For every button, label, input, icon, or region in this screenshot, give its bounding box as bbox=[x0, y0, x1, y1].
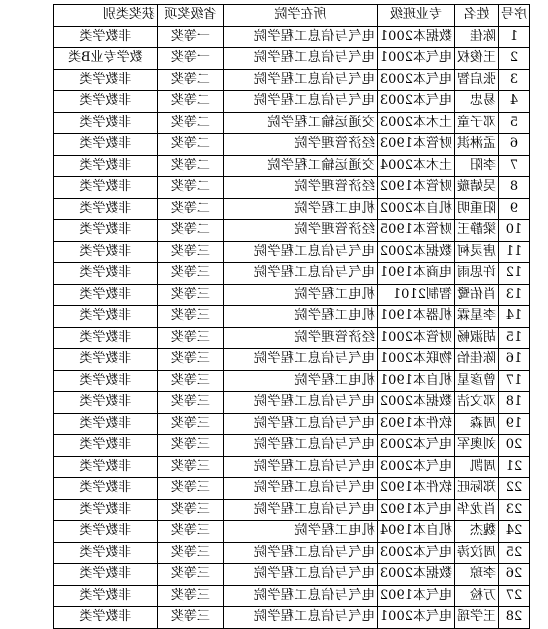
cell-no: 12 bbox=[498, 263, 529, 285]
cell-name: 肖龙华 bbox=[454, 499, 498, 521]
cell-category: 非数学类 bbox=[53, 134, 157, 156]
cell-level: 三等奖 bbox=[157, 435, 223, 457]
table-row bbox=[53, 542, 529, 564]
table-row bbox=[53, 48, 529, 70]
table-header-row bbox=[53, 5, 529, 27]
table-row bbox=[53, 327, 529, 349]
cell-college: 机电工程学院 bbox=[223, 306, 377, 328]
cell-level: 三等奖 bbox=[157, 392, 223, 414]
cell-name: 魏杰 bbox=[454, 521, 498, 543]
cell-class: 电气本2001 bbox=[377, 607, 454, 629]
cell-category: 非数学类 bbox=[53, 585, 157, 607]
cell-level: 二等奖 bbox=[157, 112, 223, 134]
cell-name: 邓子童 bbox=[454, 112, 498, 134]
cell-class: 财管本1903 bbox=[377, 134, 454, 156]
cell-category: 非数学类 bbox=[53, 69, 157, 91]
cell-category: 非数学类 bbox=[53, 370, 157, 392]
cell-college: 电气与信息工程学院 bbox=[223, 349, 377, 371]
cell-name: 梁静王 bbox=[454, 220, 498, 242]
cell-name: 王俊权 bbox=[454, 48, 498, 70]
table-row bbox=[53, 91, 529, 113]
cell-no: 19 bbox=[498, 413, 529, 435]
cell-class: 电气本2003 bbox=[377, 91, 454, 113]
cell-level: 二等奖 bbox=[157, 155, 223, 177]
cell-college: 机电工程学院 bbox=[223, 370, 377, 392]
cell-no: 10 bbox=[498, 220, 529, 242]
cell-name: 易忠 bbox=[454, 91, 498, 113]
cell-college: 经济管理学院 bbox=[223, 220, 377, 242]
cell-category: 非数学类 bbox=[53, 435, 157, 457]
cell-class: 电气本2003 bbox=[377, 69, 454, 91]
cell-level: 三等奖 bbox=[157, 349, 223, 371]
cell-level: 三等奖 bbox=[157, 478, 223, 500]
cell-category: 非数学类 bbox=[53, 349, 157, 371]
table-body bbox=[53, 26, 529, 628]
cell-no: 25 bbox=[498, 542, 529, 564]
cell-name: 刘奥军 bbox=[454, 435, 498, 457]
cell-name: 李阳 bbox=[454, 155, 498, 177]
cell-no: 27 bbox=[498, 585, 529, 607]
cell-class: 电气本1902 bbox=[377, 499, 454, 521]
cell-category: 非数学类 bbox=[53, 155, 157, 177]
cell-category: 非数学类 bbox=[53, 263, 157, 285]
cell-level: 二等奖 bbox=[157, 220, 223, 242]
cell-level: 二等奖 bbox=[157, 198, 223, 220]
cell-level: 一等奖 bbox=[157, 26, 223, 48]
cell-college: 电气与信息工程学院 bbox=[223, 585, 377, 607]
cell-name: 阳重明 bbox=[454, 198, 498, 220]
cell-name: 周森 bbox=[454, 413, 498, 435]
cell-no: 11 bbox=[498, 241, 529, 263]
cell-level: 三等奖 bbox=[157, 413, 223, 435]
table-row bbox=[53, 112, 529, 134]
cell-name: 王学瑶 bbox=[454, 607, 498, 629]
cell-no: 21 bbox=[498, 456, 529, 478]
table-row bbox=[53, 349, 529, 371]
cell-no: 23 bbox=[498, 499, 529, 521]
cell-category: 非数学类 bbox=[53, 478, 157, 500]
cell-class: 财管本2001 bbox=[377, 327, 454, 349]
cell-college: 电气与信息工程学院 bbox=[223, 607, 377, 629]
cell-college: 电气与信息工程学院 bbox=[223, 413, 377, 435]
cell-category: 非数学类 bbox=[53, 198, 157, 220]
cell-college: 电气与信息工程学院 bbox=[223, 478, 377, 500]
cell-class: 电气本2003 bbox=[377, 435, 454, 457]
cell-category: 非数学类 bbox=[53, 241, 157, 263]
table-row bbox=[53, 585, 529, 607]
cell-no: 18 bbox=[498, 392, 529, 414]
table-row bbox=[53, 241, 529, 263]
cell-category: 非数学类 bbox=[53, 607, 157, 629]
cell-college: 电气与信息工程学院 bbox=[223, 48, 377, 70]
cell-college: 机电工程学院 bbox=[223, 198, 377, 220]
table-row bbox=[53, 607, 529, 629]
table-row bbox=[53, 392, 529, 414]
cell-category: 非数学类 bbox=[53, 284, 157, 306]
cell-name: 周凯 bbox=[454, 456, 498, 478]
cell-level: 二等奖 bbox=[157, 177, 223, 199]
cell-college: 电气与信息工程学院 bbox=[223, 499, 377, 521]
cell-class: 数据本2001 bbox=[377, 26, 454, 48]
cell-no: 24 bbox=[498, 521, 529, 543]
cell-class: 数据本2002 bbox=[377, 241, 454, 263]
cell-level: 三等奖 bbox=[157, 370, 223, 392]
cell-name: 陈佳 bbox=[454, 26, 498, 48]
cell-no: 16 bbox=[498, 349, 529, 371]
cell-level: 三等奖 bbox=[157, 241, 223, 263]
cell-category: 数学专业B类 bbox=[53, 48, 157, 70]
cell-no: 17 bbox=[498, 370, 529, 392]
cell-no: 20 bbox=[498, 435, 529, 457]
cell-name: 邓文洁 bbox=[454, 392, 498, 414]
cell-level: 三等奖 bbox=[157, 521, 223, 543]
cell-name: 万检 bbox=[454, 585, 498, 607]
cell-class: 机自本2002 bbox=[377, 198, 454, 220]
cell-category: 非数学类 bbox=[53, 521, 157, 543]
cell-college: 电气与信息工程学院 bbox=[223, 263, 377, 285]
cell-class: 土木本2004 bbox=[377, 155, 454, 177]
cell-college: 电气与信息工程学院 bbox=[223, 69, 377, 91]
cell-class: 物联本2001 bbox=[377, 349, 454, 371]
cell-class: 电气本2003 bbox=[377, 542, 454, 564]
cell-category: 非数学类 bbox=[53, 220, 157, 242]
table-row bbox=[53, 177, 529, 199]
cell-category: 非数学类 bbox=[53, 26, 157, 48]
cell-category: 非数学类 bbox=[53, 542, 157, 564]
cell-name: 郑际旺 bbox=[454, 478, 498, 500]
cell-level: 三等奖 bbox=[157, 306, 223, 328]
cell-level: 二等奖 bbox=[157, 91, 223, 113]
cell-level: 三等奖 bbox=[157, 585, 223, 607]
cell-class: 机自本1904 bbox=[377, 521, 454, 543]
cell-no: 28 bbox=[498, 607, 529, 629]
cell-class: 智制2101 bbox=[377, 284, 454, 306]
cell-level: 三等奖 bbox=[157, 284, 223, 306]
cell-level: 三等奖 bbox=[157, 263, 223, 285]
cell-no: 22 bbox=[498, 478, 529, 500]
table-row bbox=[53, 521, 529, 543]
cell-college: 电气与信息工程学院 bbox=[223, 26, 377, 48]
cell-class: 机器本1901 bbox=[377, 306, 454, 328]
cell-college: 电气与信息工程学院 bbox=[223, 542, 377, 564]
cell-category: 非数学类 bbox=[53, 306, 157, 328]
cell-no: 7 bbox=[498, 155, 529, 177]
cell-college: 机电工程学院 bbox=[223, 521, 377, 543]
cell-no: 5 bbox=[498, 112, 529, 134]
cell-college: 电气与信息工程学院 bbox=[223, 456, 377, 478]
cell-college: 交通运输工程学院 bbox=[223, 155, 377, 177]
cell-category: 非数学类 bbox=[53, 499, 157, 521]
cell-name: 许思雨 bbox=[454, 263, 498, 285]
cell-category: 非数学类 bbox=[53, 91, 157, 113]
cell-name: 唐灵柯 bbox=[454, 241, 498, 263]
cell-no: 9 bbox=[498, 198, 529, 220]
cell-name: 吴婧璇 bbox=[454, 177, 498, 199]
cell-level: 三等奖 bbox=[157, 542, 223, 564]
cell-no: 2 bbox=[498, 48, 529, 70]
cell-class: 土木本2003 bbox=[377, 112, 454, 134]
cell-no: 15 bbox=[498, 327, 529, 349]
cell-college: 机电工程学院 bbox=[223, 284, 377, 306]
table-row bbox=[53, 134, 529, 156]
cell-class: 软件本1902 bbox=[377, 478, 454, 500]
cell-class: 机自本1901 bbox=[377, 370, 454, 392]
cell-category: 非数学类 bbox=[53, 392, 157, 414]
table-row bbox=[53, 456, 529, 478]
cell-level: 二等奖 bbox=[157, 69, 223, 91]
table-row bbox=[53, 413, 529, 435]
cell-name: 陈佳怡 bbox=[454, 349, 498, 371]
cell-college: 电气与信息工程学院 bbox=[223, 435, 377, 457]
table-row bbox=[53, 564, 529, 586]
cell-name: 肖佑鹭 bbox=[454, 284, 498, 306]
cell-category: 非数学类 bbox=[53, 112, 157, 134]
header-level: 省级奖项 bbox=[157, 5, 223, 27]
table-row bbox=[53, 155, 529, 177]
cell-name: 张启智 bbox=[454, 69, 498, 91]
cell-category: 非数学类 bbox=[53, 564, 157, 586]
cell-no: 14 bbox=[498, 306, 529, 328]
table-row bbox=[53, 284, 529, 306]
cell-class: 财管本1902 bbox=[377, 177, 454, 199]
cell-class: 财管本1905 bbox=[377, 220, 454, 242]
cell-category: 非数学类 bbox=[53, 413, 157, 435]
cell-category: 非数学类 bbox=[53, 327, 157, 349]
table-row bbox=[53, 435, 529, 457]
table-row bbox=[53, 306, 529, 328]
cell-category: 非数学类 bbox=[53, 177, 157, 199]
cell-no: 1 bbox=[498, 26, 529, 48]
award-table bbox=[53, 4, 530, 629]
cell-level: 三等奖 bbox=[157, 456, 223, 478]
cell-name: 孟淋淇 bbox=[454, 134, 498, 156]
header-category: 获奖类别 bbox=[53, 5, 157, 27]
cell-name: 曾彦星 bbox=[454, 370, 498, 392]
cell-college: 电气与信息工程学院 bbox=[223, 241, 377, 263]
cell-college: 经济管理学院 bbox=[223, 134, 377, 156]
cell-level: 二等奖 bbox=[157, 134, 223, 156]
cell-college: 经济管理学院 bbox=[223, 177, 377, 199]
cell-level: 一等奖 bbox=[157, 48, 223, 70]
cell-class: 电气本2003 bbox=[377, 456, 454, 478]
cell-class: 数据本2003 bbox=[377, 564, 454, 586]
cell-class: 软件本1903 bbox=[377, 413, 454, 435]
table-row bbox=[53, 263, 529, 285]
cell-category: 非数学类 bbox=[53, 456, 157, 478]
table-row bbox=[53, 198, 529, 220]
cell-no: 13 bbox=[498, 284, 529, 306]
cell-name: 周汶涛 bbox=[454, 542, 498, 564]
table-row bbox=[53, 478, 529, 500]
cell-college: 电气与信息工程学院 bbox=[223, 392, 377, 414]
header-college: 所在学院 bbox=[223, 5, 377, 27]
cell-college: 交通运输工程学院 bbox=[223, 112, 377, 134]
cell-no: 8 bbox=[498, 177, 529, 199]
cell-no: 6 bbox=[498, 134, 529, 156]
cell-level: 三等奖 bbox=[157, 564, 223, 586]
cell-college: 电气与信息工程学院 bbox=[223, 564, 377, 586]
table-row bbox=[53, 499, 529, 521]
cell-college: 电气与信息工程学院 bbox=[223, 91, 377, 113]
cell-name: 胡淑畅 bbox=[454, 327, 498, 349]
cell-no: 3 bbox=[498, 69, 529, 91]
cell-name: 李琼 bbox=[454, 564, 498, 586]
cell-class: 电商本1901 bbox=[377, 263, 454, 285]
cell-no: 26 bbox=[498, 564, 529, 586]
cell-level: 三等奖 bbox=[157, 607, 223, 629]
cell-class: 电气本2001 bbox=[377, 48, 454, 70]
cell-name: 李星霖 bbox=[454, 306, 498, 328]
header-class: 专业班级 bbox=[377, 5, 454, 27]
header-name: 姓名 bbox=[454, 5, 498, 27]
cell-no: 4 bbox=[498, 91, 529, 113]
cell-level: 三等奖 bbox=[157, 499, 223, 521]
cell-level: 三等奖 bbox=[157, 327, 223, 349]
table-row bbox=[53, 26, 529, 48]
cell-college: 经济管理学院 bbox=[223, 327, 377, 349]
cell-class: 数据本2002 bbox=[377, 392, 454, 414]
table-row bbox=[53, 220, 529, 242]
cell-class: 电气本1902 bbox=[377, 585, 454, 607]
table-row bbox=[53, 69, 529, 91]
header-no: 序号 bbox=[498, 5, 529, 27]
table-row bbox=[53, 370, 529, 392]
